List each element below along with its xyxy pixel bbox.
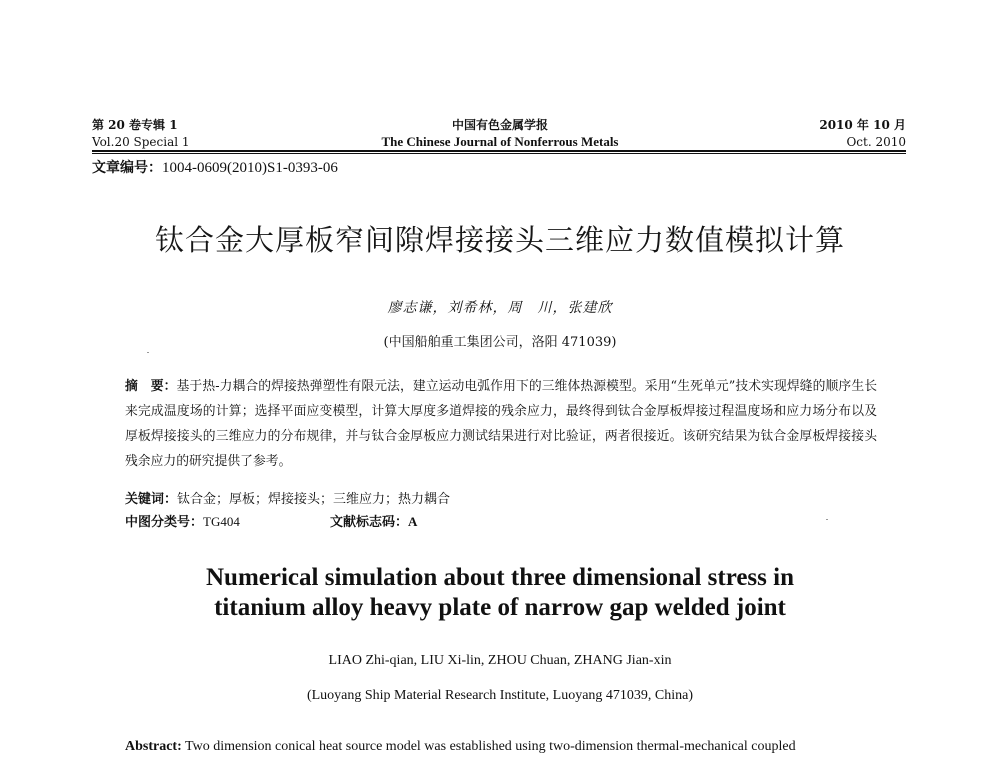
cn-abstract-text: 基于热-力耦合的焊接热弹塑性有限元法，建立运动电弧作用下的三维体热源模型。采用“生死单元”技术实现焊缝的顺序生长来完成温度场的计算；选择平面应变模型，计算大厚度多道焊接的残余应力，最终得到钛合金厚板焊接过程温度场和应力场分布以及厚板焊接接头的三维应力的分布规律，并与钛合金厚板应力测试结果进行对比验证，两者很接近。该研究结果为钛合金厚板焊接接头残余应力的研究提供了参考。 (125, 379, 877, 469)
cn-clc-value: TG404 (203, 514, 240, 529)
cn-abstract (125, 374, 877, 474)
cn-clc (125, 511, 240, 530)
cn-keywords (125, 488, 450, 507)
cn-authors: 廖志谦，刘希林，周 川，张建欣 (387, 300, 613, 316)
article-id-value: 1004-0609(2010)S1-0393-06 (162, 160, 338, 176)
en-affiliation: (Luoyang Ship Material Research Institute, Luoyang 471039, China) (306, 688, 694, 703)
volume-en: Vol.20 Special 1 (92, 135, 190, 149)
article-id-label: 文章编号： (92, 160, 162, 176)
en-abstract-label: Abstract: (125, 739, 182, 754)
en-abstract (125, 739, 796, 755)
scan-speck (826, 519, 828, 520)
header-rule-thick (92, 150, 906, 152)
cn-clc-label: 中图分类号： (125, 515, 204, 530)
en-title-line1: Numerical simulation about three dimensional stress in (206, 564, 794, 591)
volume-cn: 第 20 卷专辑 1 (92, 118, 178, 132)
header-rule-thin (92, 153, 906, 154)
en-title-line2: titanium alloy heavy plate of narrow gap welded joint (214, 594, 786, 621)
journal-en: The Chinese Journal of Nonferrous Metals (381, 134, 619, 149)
cn-doc-code-label: 文献标志码： (330, 515, 409, 530)
cn-doc-code (330, 511, 417, 530)
article-id (92, 157, 338, 177)
cn-keywords-text: 钛合金；厚板；焊接接头；三维应力；热力耦合 (177, 492, 451, 507)
cn-title: 钛合金大厚板窄间隙焊接接头三维应力数值模拟计算 (154, 223, 845, 257)
en-authors: LIAO Zhi-qian, LIU Xi-lin, ZHOU Chuan, ZHANG Jian-xin (328, 653, 672, 668)
scan-speck (147, 352, 149, 353)
cn-affiliation: (中国船舶重工集团公司，洛阳 471039) (383, 335, 617, 350)
date-en: Oct. 2010 (846, 135, 906, 149)
en-abstract-text: Two dimension conical heat source model was established using two-dimension thermal-mechanical coupled (185, 739, 796, 754)
cn-doc-code-value: A (408, 514, 418, 529)
cn-abstract-label: 摘 要： (125, 379, 177, 394)
cn-keywords-label: 关键词： (125, 492, 178, 507)
journal-cn: 中国有色金属学报 (451, 118, 548, 132)
date-cn: 2010 年 10 月 (819, 118, 906, 132)
